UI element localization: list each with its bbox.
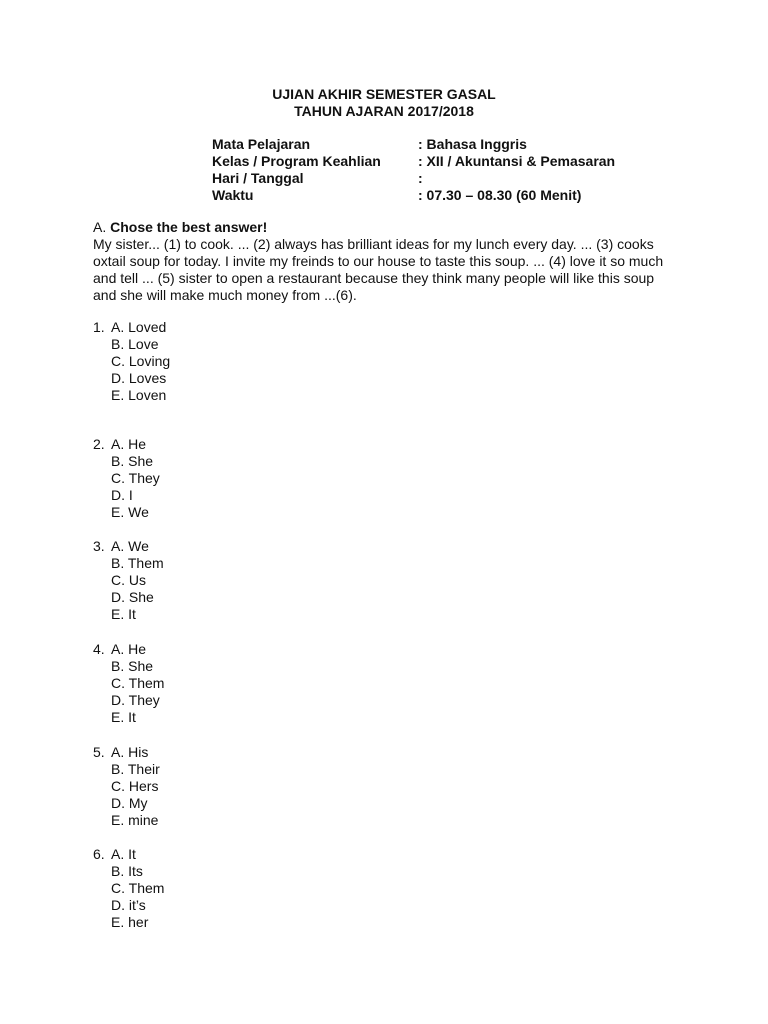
answer-option: C. Loving [111,353,171,369]
section-heading [93,219,267,236]
info-label: Hari / Tanggal [212,170,304,186]
info-label: Waktu [212,187,254,203]
answer-option: D. They [111,692,160,708]
answer-option: E. We [111,504,149,520]
info-value: : 07.30 – 08.30 (60 Menit) [418,187,582,203]
answer-option: C. Hers [111,778,159,794]
question-number: 1. [93,319,105,335]
info-value: : [418,170,423,186]
answer-option: B. She [111,453,154,469]
exam-title: UJIAN AKHIR SEMESTER GASAL [272,86,496,102]
answer-option: B. Its [111,863,143,879]
section-letter: A. [93,219,107,235]
passage-line: My sister... (1) to cook. ... (2) always has brilliant ideas for my lunch every day. ... (3) cooks [93,236,654,252]
answer-option: D. I [111,487,133,503]
info-value: : XII / Akuntansi & Pemasaran [418,153,616,169]
answer-option: B. Them [111,555,164,571]
info-row-subject [212,136,712,153]
answer-option: A. Loved [111,319,167,335]
answer-option: C. Them [111,675,165,691]
answer-option: E. It [111,709,136,725]
info-row-time [212,187,712,204]
answer-option: A. He [111,641,147,657]
question-number: 2. [93,436,105,452]
info-label: Mata Pelajaran [212,136,311,152]
answer-option: A. We [111,538,149,554]
answer-option: D. My [111,795,148,811]
question-number: 3. [93,538,105,554]
answer-option: E. her [111,914,149,930]
question-number: 6. [93,846,105,862]
question-number: 4. [93,641,105,657]
info-row-date [212,170,712,187]
info-label: Kelas / Program Keahlian [212,153,381,169]
info-value: : Bahasa Inggris [418,136,527,152]
answer-option: A. His [111,744,149,760]
exam-info-table [212,136,712,204]
answer-option: D. Loves [111,370,167,386]
question-number: 5. [93,744,105,760]
answer-option: B. She [111,658,154,674]
answer-option: A. He [111,436,147,452]
answer-option: A. It [111,846,136,862]
answer-option: D. it’s [111,897,146,913]
section-instruction: Chose the best answer! [110,219,268,235]
answer-option: D. She [111,589,154,605]
info-row-class [212,153,712,170]
answer-option: E. Loven [111,387,167,403]
reading-passage [93,236,683,304]
passage-line: oxtail soup for today. I invite my freinds to our house to taste this soup. ... (4) love it so much [93,253,664,269]
passage-line: and she will make much money from ...(6). [93,287,357,303]
passage-line: and tell ... (5) sister to open a restaurant because they think many people will like this soup [93,270,655,286]
answer-option: C. Them [111,880,165,896]
answer-option: E. It [111,606,136,622]
answer-option: C. Us [111,572,146,588]
answer-option: B. Their [111,761,160,777]
answer-option: E. mine [111,812,159,828]
academic-year: TAHUN AJARAN 2017/2018 [294,103,474,119]
answer-option: C. They [111,470,160,486]
answer-option: B. Love [111,336,159,352]
